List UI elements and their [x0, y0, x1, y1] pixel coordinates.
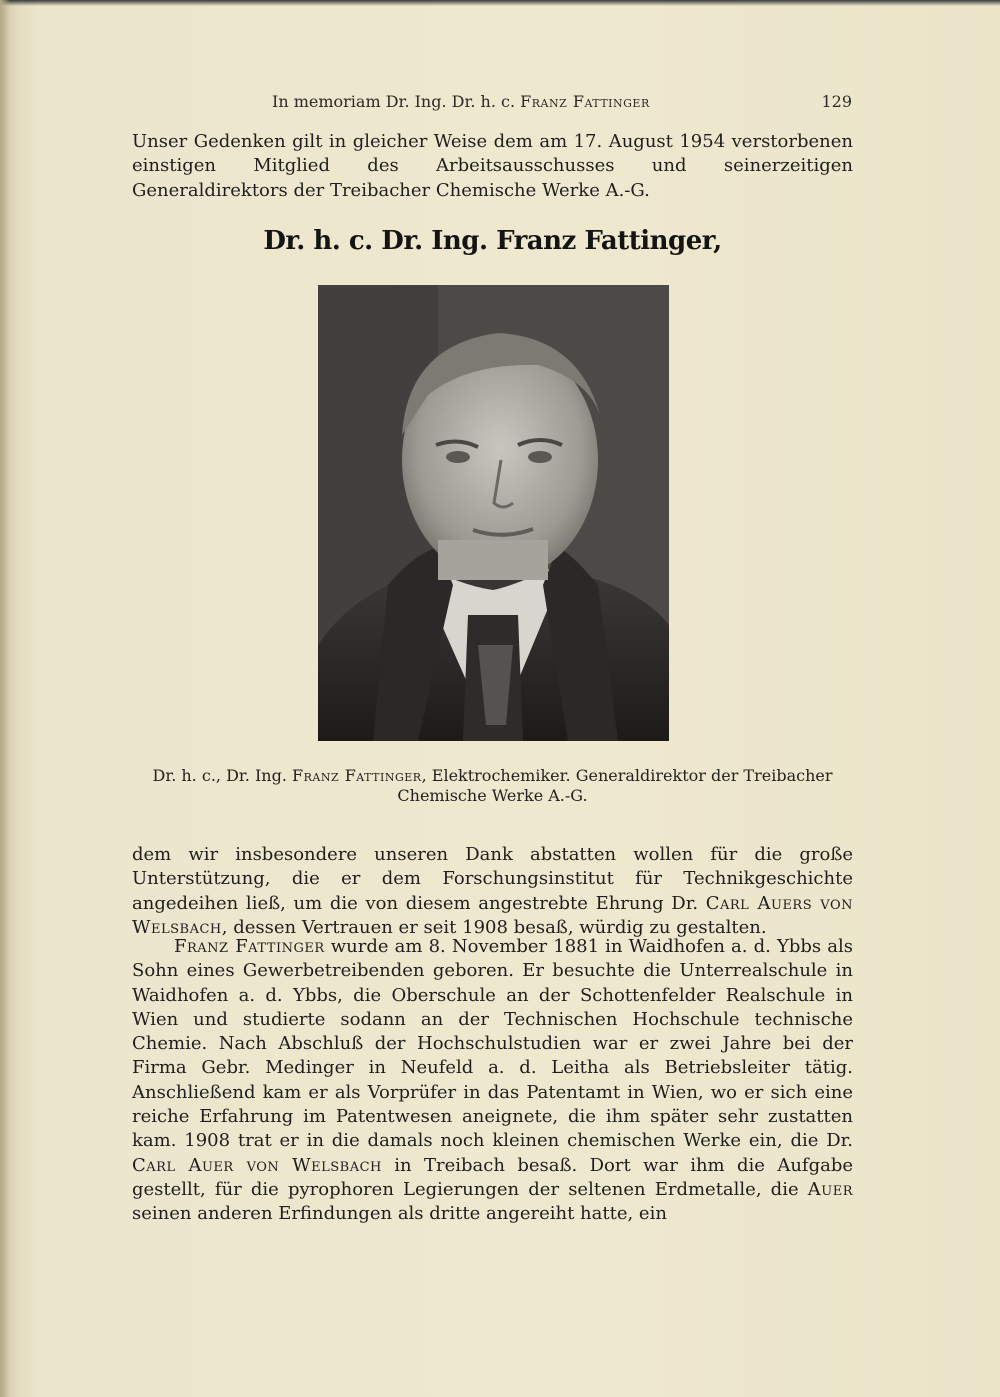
running-title: In memoriam Dr. Ing. Dr. h. c. Franz Fattinger — [272, 92, 650, 111]
intro-paragraph: Unser Gedenken gilt in gleicher Weise dem am 17. August 1954 verstorbenen einstigen Mitglied des Arbeitsausschusses und seinerzeitigen Generaldirektors der Treibacher Chemische Werke A.-G. — [132, 131, 853, 201]
caption-line-2: Chemische Werke A.-G. — [397, 786, 588, 805]
page-number: 129 — [821, 92, 852, 111]
caption-name: Franz Fattinger — [292, 766, 422, 785]
portrait-photo — [318, 285, 669, 741]
biography-paragraph: Franz Fattinger wurde am 8. November 1881 in Waidhofen a. d. Ybbs als Sohn eines Gewerbetreibenden geboren. Er besuchte die Unterrealschule in Waidhofen a. d. Ybbs, die Oberschule an der Schottenfelder Realschule in Wien und studierte sodann an der Technischen Hochschule technische Chemie. Nach Abschluß der Hochschulstudien war er zwei Jahre bei der Firma Gebr. Medinger in Neufeld a. d. Leitha als Betriebsleiter tätig. Anschließend kam er als Vorprüfer in das Patentamt in Wien, wo er sich eine reiche Erfahrung im Patentwesen aneignete, die ihm später sehr zustatten kam. 1908 trat er in die damals noch kleinen chemischen Werke ein, die Dr. Carl Auer von Welsbach in Treibach besaß. Dort war ihm die Aufgabe gestellt, für die pyrophoren Legierungen der seltenen Erdmetalle, die Auer seinen anderen Erfindungen als dritte angereiht hatte, ein — [132, 936, 853, 1225]
thanks-paragraph: dem wir insbesondere unseren Dank abstatten wollen für die große Unterstützung, die er dem Forschungsinstitut für Technikgeschichte angedeihen ließ, um die von diesem angestrebte Ehrung Dr. Carl Auers von Welsbach, dessen Vertrauen er seit 1908 besaß, würdig zu gestalten. — [132, 844, 853, 938]
page-title: Dr. h. c. Dr. Ing. Franz Fattinger, — [263, 226, 722, 256]
person-name: Auer — [807, 1178, 853, 1200]
person-name: Carl Auers von Welsbach — [132, 892, 853, 938]
portrait-illustration — [318, 285, 669, 741]
photo-caption: Dr. h. c., Dr. Ing. Franz Fattinger, Elektrochemiker. Generaldirektor der Treibacher Chemische Werke A.-G. — [152, 766, 833, 805]
scan-top-edge — [0, 0, 1000, 6]
person-name: Franz Fattinger — [174, 936, 325, 957]
person-name: Carl Auer von Welsbach — [132, 1154, 382, 1176]
running-title-name: Franz Fattinger — [520, 92, 650, 111]
book-spine-shadow — [0, 0, 10, 1397]
